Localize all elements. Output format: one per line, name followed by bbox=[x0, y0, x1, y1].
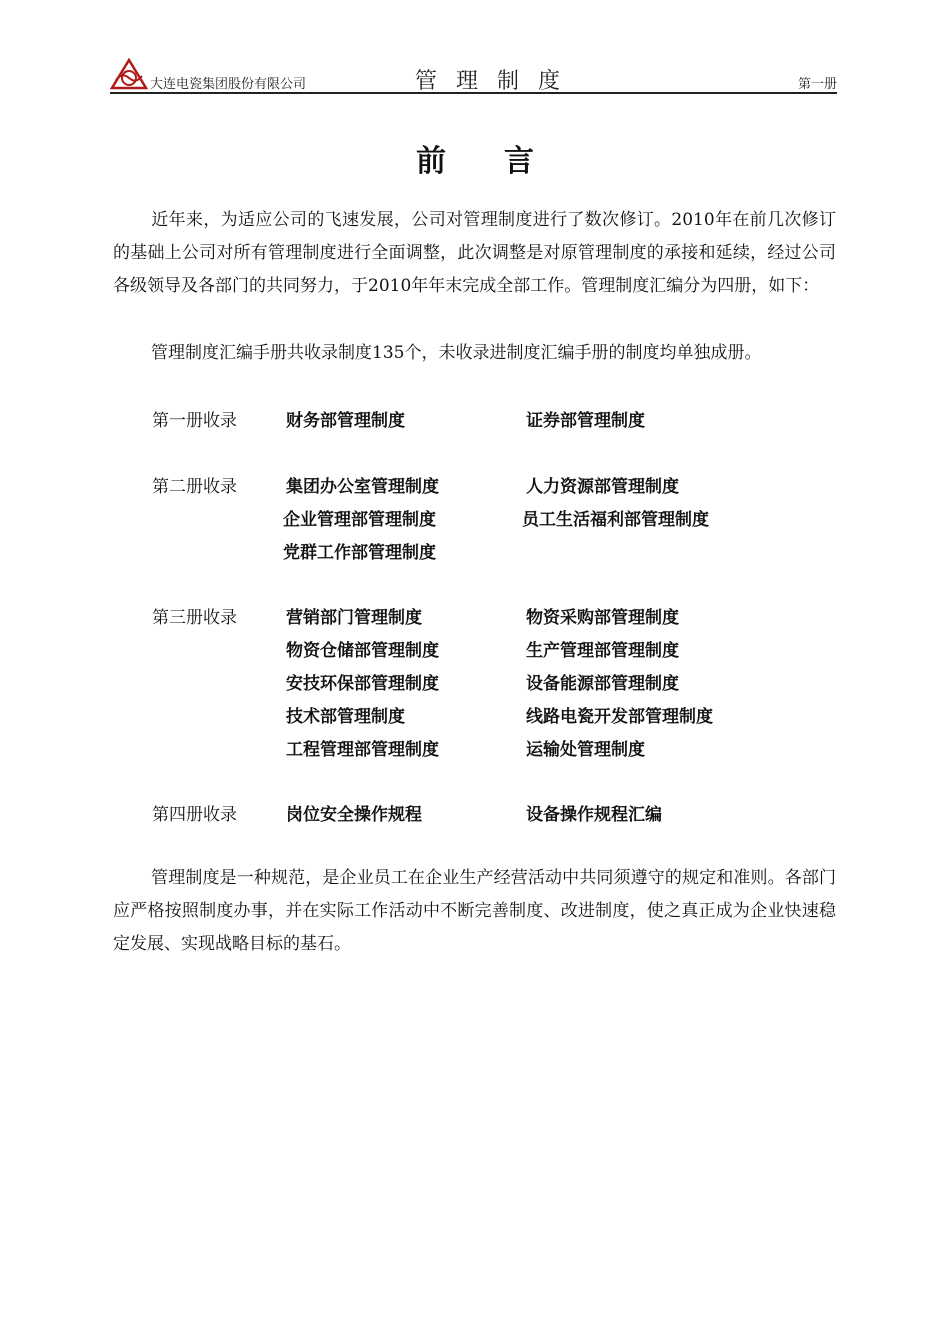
intro-paragraph-2 bbox=[113, 337, 836, 370]
company-name: 大连电瓷集团股份有限公司 bbox=[150, 77, 307, 92]
volume-4-label: 第四册收录 bbox=[152, 805, 237, 825]
volume-number: 第一册 bbox=[797, 77, 837, 92]
volume-2-item: 集团办公室管理制度 bbox=[286, 477, 439, 497]
page-title bbox=[0, 136, 950, 180]
closing-paragraph-text: 管理制度是一种规范，是企业员工在企业生产经营活动中共同须遵守的规定和准则。各部门应严格按照制度办事，并在实际工作活动中不断完善制度、改进制度，使之真正成为企业快速稳定发展、实现战略目标的基石。 bbox=[113, 868, 836, 954]
volume-2-item: 企业管理部管理制度 bbox=[283, 510, 436, 530]
page-header bbox=[110, 58, 837, 94]
volume-3-item: 安技环保部管理制度 bbox=[286, 674, 439, 694]
volume-3-item: 物资仓储部管理制度 bbox=[286, 641, 439, 661]
volume-2-item: 人力资源部管理制度 bbox=[526, 477, 679, 497]
volume-1-label: 第一册收录 bbox=[152, 411, 237, 431]
intro-paragraph-2-text: 管理制度汇编手册共收录制度135个，未收录进制度汇编手册的制度均单独成册。 bbox=[151, 343, 762, 363]
volume-3-item: 线路电瓷开发部管理制度 bbox=[526, 707, 713, 727]
volume-3-item: 技术部管理制度 bbox=[286, 707, 405, 727]
volume-3-item: 设备能源部管理制度 bbox=[526, 674, 679, 694]
closing-paragraph bbox=[113, 862, 836, 961]
volume-3-item: 生产管理部管理制度 bbox=[526, 641, 679, 661]
volume-3-item: 营销部门管理制度 bbox=[286, 608, 422, 628]
intro-paragraph-1-text: 近年来，为适应公司的飞速发展，公司对管理制度进行了数次修订。2010年在前几次修订的基础上公司对所有管理制度进行全面调整，此次调整是对原管理制度的承接和延续，经过公司各级领导及各部门的共同努力，于2010年年末完成全部工作。管理制度汇编分为四册，如下： bbox=[113, 210, 836, 296]
title-char-2: 言 bbox=[504, 144, 534, 179]
volume-2-label: 第二册收录 bbox=[152, 477, 237, 497]
volume-3-label: 第三册收录 bbox=[152, 608, 237, 628]
volume-3-item: 工程管理部管理制度 bbox=[286, 740, 439, 760]
document-title: 管 理 制 度 bbox=[415, 69, 566, 94]
volume-4-item: 设备操作规程汇编 bbox=[526, 805, 662, 825]
volume-3-item: 运输处管理制度 bbox=[526, 740, 645, 760]
intro-paragraph-1 bbox=[113, 204, 836, 303]
volume-2-item: 党群工作部管理制度 bbox=[283, 543, 436, 563]
volume-3-item: 物资采购部管理制度 bbox=[526, 608, 679, 628]
title-char-1: 前 bbox=[416, 144, 446, 179]
company-logo-icon bbox=[110, 58, 148, 90]
volume-2-item: 员工生活福利部管理制度 bbox=[522, 510, 709, 530]
volume-1-item: 财务部管理制度 bbox=[286, 411, 405, 431]
volume-1-item: 证券部管理制度 bbox=[526, 411, 645, 431]
volume-4-item: 岗位安全操作规程 bbox=[286, 805, 422, 825]
